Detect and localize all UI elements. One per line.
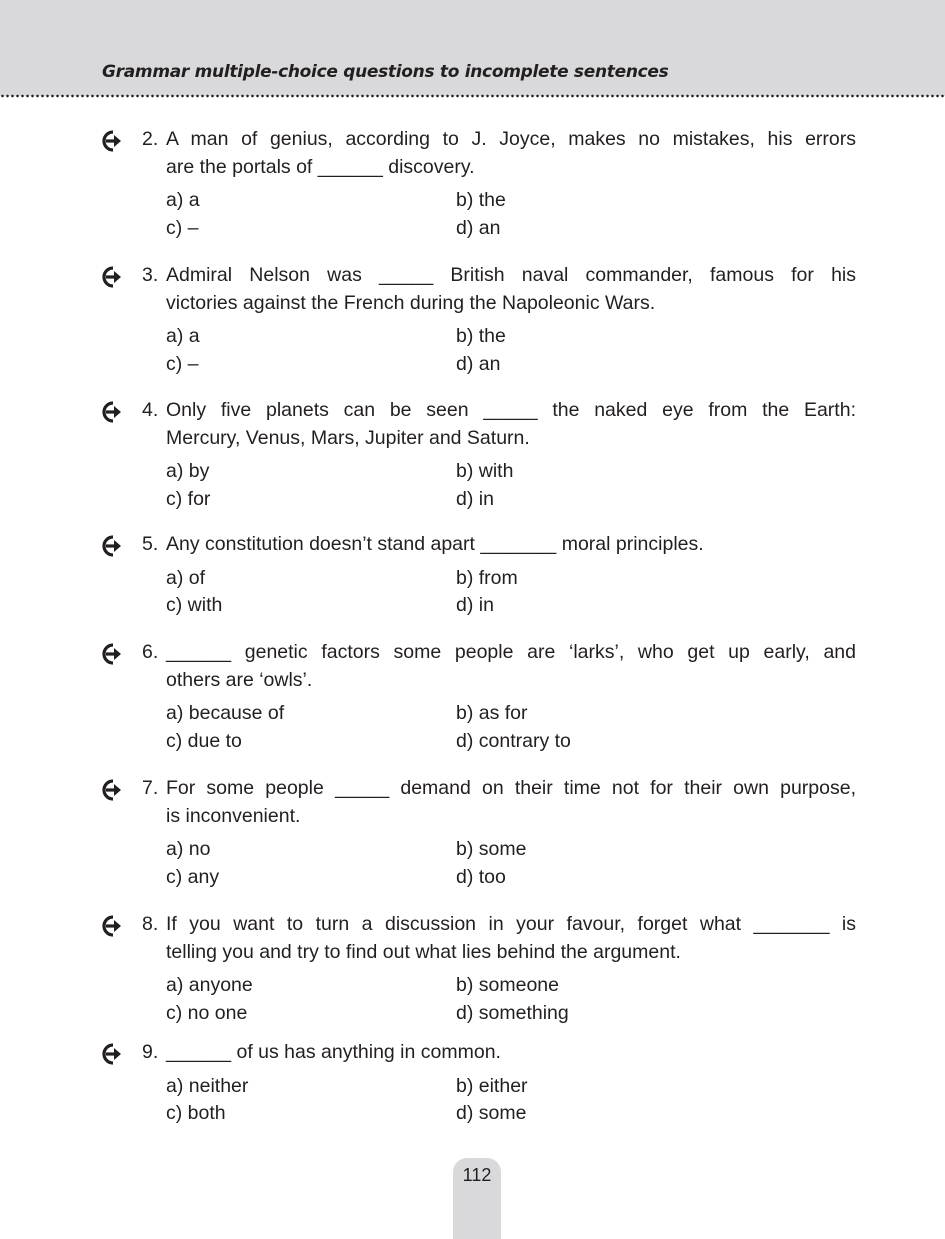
question-number: 9. xyxy=(142,1041,159,1063)
question-3 xyxy=(102,262,862,378)
option-d[interactable]: d) contrary to xyxy=(456,729,571,752)
option-a[interactable]: a) anyone xyxy=(166,974,253,996)
option-b[interactable]: b) the xyxy=(456,189,506,211)
options-grid xyxy=(166,972,862,1027)
option-b[interactable]: b) someone xyxy=(456,974,559,996)
option-a[interactable]: a) because of xyxy=(166,702,285,724)
option-a[interactable]: a) no xyxy=(166,838,211,860)
option-d[interactable]: d) in xyxy=(456,487,494,510)
option-c[interactable]: c) for xyxy=(166,487,211,510)
question-stem-line: are the portals of ______ discovery. xyxy=(166,155,475,178)
question-stem-line: is inconvenient. xyxy=(166,804,301,827)
option-c[interactable]: c) no one xyxy=(166,1001,248,1024)
arrow-bullet-icon xyxy=(102,915,124,937)
option-b[interactable]: b) from xyxy=(456,566,518,589)
question-stem-line: victories against the French during the Napoleonic Wars. xyxy=(166,291,656,314)
question-stem-line: Only five planets can be seen _____ the naked eye from the Earth: xyxy=(166,399,856,421)
option-d[interactable]: d) too xyxy=(456,865,506,888)
question-stem-line: If you want to turn a discussion in your favour, forget what _______ is xyxy=(166,913,856,935)
section-title: Grammar multiple-choice questions to incomplete sentences xyxy=(102,62,669,82)
option-b[interactable]: b) with xyxy=(456,460,514,482)
option-a[interactable]: a) a xyxy=(166,189,200,211)
question-2 xyxy=(102,126,862,242)
option-c[interactable]: c) – xyxy=(166,216,199,239)
question-4 xyxy=(102,397,862,513)
options-grid xyxy=(166,836,862,891)
arrow-bullet-icon xyxy=(102,1043,124,1065)
options-grid xyxy=(166,700,862,755)
option-c[interactable]: c) due to xyxy=(166,729,242,752)
question-stem-line: Any constitution doesn’t stand apart _______ moral principles. xyxy=(166,533,704,555)
option-d[interactable]: d) an xyxy=(456,352,501,375)
question-stem-line: others are ‘owls’. xyxy=(166,668,313,691)
question-number: 4. xyxy=(142,399,159,421)
option-a[interactable]: a) a xyxy=(166,325,200,347)
option-d[interactable]: d) in xyxy=(456,594,494,616)
options-grid xyxy=(166,1073,862,1128)
option-c[interactable]: c) any xyxy=(166,865,220,888)
page-header xyxy=(0,0,945,96)
question-stem-line: Admiral Nelson was _____ British naval commander, famous for his xyxy=(166,264,856,286)
question-stem-line: telling you and try to find out what lies behind the argument. xyxy=(166,940,681,963)
arrow-bullet-icon xyxy=(102,779,124,801)
question-6 xyxy=(102,639,862,755)
option-a[interactable]: a) of xyxy=(166,566,206,589)
arrow-bullet-icon xyxy=(102,266,124,288)
option-b[interactable]: b) either xyxy=(456,1074,528,1097)
arrow-bullet-icon xyxy=(102,643,124,665)
option-b[interactable]: b) as for xyxy=(456,702,528,724)
option-b[interactable]: b) the xyxy=(456,325,506,347)
option-c[interactable]: c) with xyxy=(166,594,223,616)
option-a[interactable]: a) neither xyxy=(166,1074,249,1097)
page-number: 112 xyxy=(462,1165,492,1185)
question-stem-line: ______ genetic factors some people are ‘larks’, who get up early, and xyxy=(166,641,856,663)
question-number: 2. xyxy=(142,128,159,150)
question-stem-line: A man of genius, according to J. Joyce, makes no mistakes, his errors xyxy=(166,128,856,150)
option-d[interactable]: d) an xyxy=(456,216,501,239)
options-grid xyxy=(166,565,862,620)
question-7 xyxy=(102,775,862,891)
question-8 xyxy=(102,911,862,1027)
options-grid xyxy=(166,323,862,378)
arrow-bullet-icon xyxy=(102,401,124,423)
question-number: 8. xyxy=(142,913,159,935)
question-stem-line: For some people _____ demand on their time not for their own purpose, xyxy=(166,777,856,799)
option-a[interactable]: a) by xyxy=(166,460,210,482)
page-number-tab xyxy=(453,1158,501,1239)
question-5 xyxy=(102,531,862,620)
question-number: 7. xyxy=(142,777,159,799)
option-c[interactable]: c) – xyxy=(166,352,199,375)
arrow-bullet-icon xyxy=(102,535,124,557)
question-number: 3. xyxy=(142,264,159,286)
option-b[interactable]: b) some xyxy=(456,838,527,860)
dotted-divider xyxy=(0,94,945,98)
question-9 xyxy=(102,1039,862,1128)
options-grid xyxy=(166,187,862,242)
question-stem-line: Mercury, Venus, Mars, Jupiter and Saturn. xyxy=(166,426,530,449)
options-grid xyxy=(166,458,862,513)
option-d[interactable]: d) something xyxy=(456,1001,569,1024)
question-number: 6. xyxy=(142,641,159,663)
arrow-bullet-icon xyxy=(102,130,124,152)
option-c[interactable]: c) both xyxy=(166,1102,226,1124)
question-number: 5. xyxy=(142,533,159,555)
option-d[interactable]: d) some xyxy=(456,1102,527,1124)
question-stem-line: ______ of us has anything in common. xyxy=(166,1041,501,1063)
